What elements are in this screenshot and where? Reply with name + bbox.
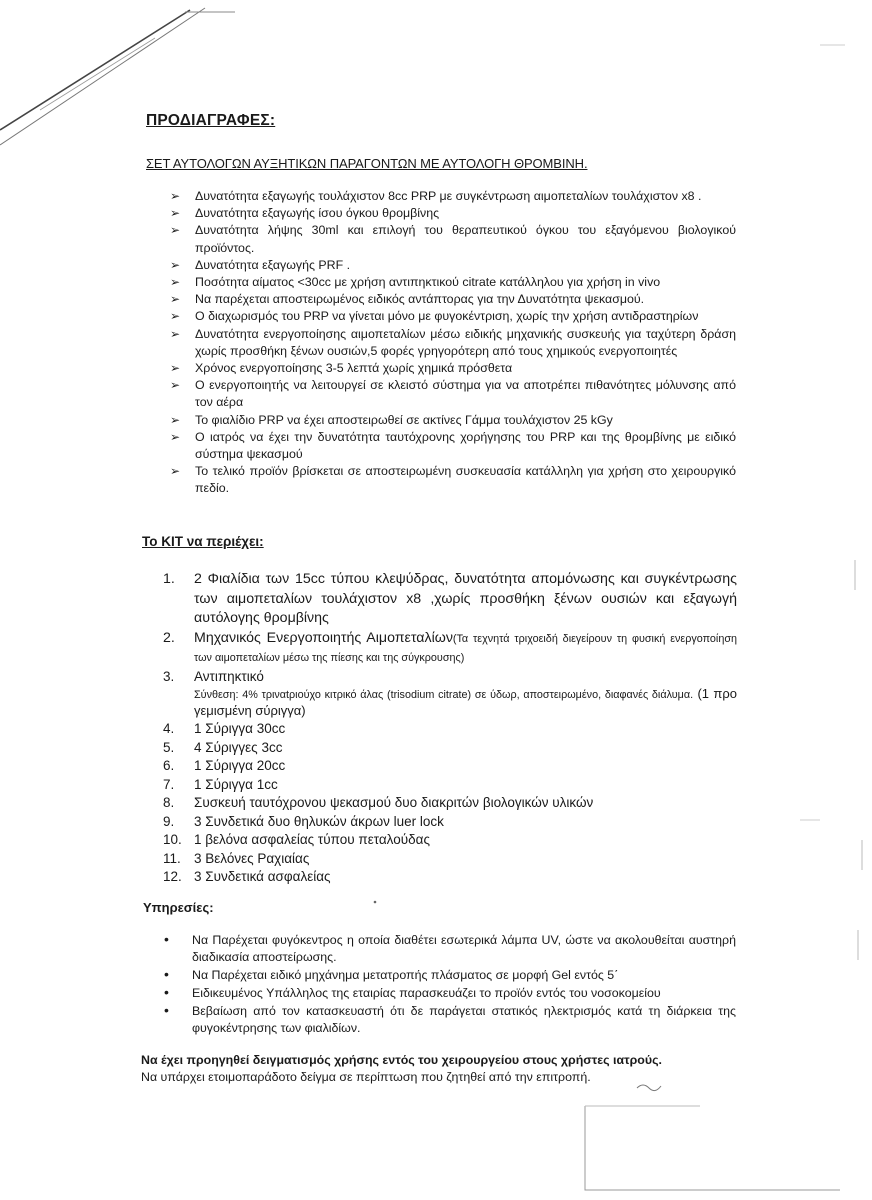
kit-item-number: 12. — [163, 869, 182, 884]
spec-item — [170, 326, 736, 360]
service-item — [162, 985, 736, 1002]
spec-text: Ο ενεργοποιητής να λειτουργεί σε κλειστό σύστημα για να αποτρέπει πιθανότητες μόλυνσης από τον αέρα — [195, 378, 736, 410]
spec-item — [170, 205, 736, 222]
arrow-bullet-icon: ➢ — [170, 412, 181, 427]
arrow-bullet-icon: ➢ — [170, 257, 181, 272]
spec-text: Ποσότητα αίματος <30cc με χρήση αντιπηκτικού citrate κατάλληλου για χρήση in vivo — [195, 275, 661, 290]
arrow-bullet-icon: ➢ — [170, 429, 181, 444]
spec-text: Δυνατότητα ενεργοποίησης αιμοπεταλίων μέσω ειδικής μηχανικής συσκευής για ταχύτερη δράση χωρίς προσθήκη ξένων ουσιών,5 φορές γρηγορότερη από τους χημικούς ενεργοποιητές — [195, 326, 736, 358]
kit-item-composition — [194, 686, 737, 720]
kit-item-number: 10. — [163, 832, 182, 847]
kit-item-text: 3 Συνδετικά δυο θηλυκών άκρων luer lock — [194, 813, 444, 829]
kit-item — [163, 720, 737, 739]
arrow-bullet-icon: ➢ — [170, 464, 181, 479]
spec-text: Να παρέχεται αποστειρωμένος ειδικός αντάπτορας για την Δυνατότητα ψεκασμού. — [195, 292, 645, 307]
arrow-bullet-icon: ➢ — [170, 292, 181, 307]
round-bullet-icon: • — [164, 1002, 169, 1018]
service-item — [162, 967, 736, 984]
spec-text: Δυνατότητα εξαγωγής τουλάχιστον 8cc PRP με συγκέντρωση αιμοπεταλίων τουλάχιστον x8 . — [195, 189, 702, 203]
round-bullet-icon: • — [164, 966, 169, 982]
spec-text: Ο ιατρός να έχει την δυνατότητα ταυτόχρονης χορήγησης του PRP και της θρομβίνης με ειδικό σύστημα ψεκασμού — [195, 429, 736, 462]
spec-item — [170, 463, 736, 497]
kit-item — [163, 813, 737, 832]
spec-item — [170, 429, 736, 463]
kit-item — [163, 629, 737, 668]
kit-item-number: 11. — [163, 850, 181, 866]
kit-item — [163, 757, 737, 776]
spec-text: Το τελικό προϊόν βρίσκεται σε αποστειρωμένη συσκευασία κατάλληλη για χρήση στο χειρουργικό πεδίο. — [195, 464, 736, 496]
kit-item-number: 2. — [163, 629, 175, 646]
kit-item-text: 1 Σύριγγα 1cc — [194, 776, 278, 792]
product-subtitle: ΣΕΤ ΑΥΤΟΛΟΓΩΝ ΑΥΞΗΤΙΚΩΝ ΠΑΡΑΓΟΝΤΩΝ ΜΕ ΑΥΤΟΛΟΓΗ ΘΡΟΜΒΙΝΗ. — [146, 156, 588, 171]
kit-item — [163, 831, 737, 850]
kit-item-text: 3 Συνδετικά ασφαλείας — [194, 869, 331, 884]
kit-item-number: 7. — [163, 776, 175, 792]
round-bullet-icon: • — [164, 931, 169, 947]
spec-text: Δυνατότητα λήψης 30ml και επιλογή του θεραπευτικού όγκου του εξαγόμενου βιολογικού προϊόντος. — [195, 223, 736, 255]
kit-item-text: 1 Σύριγγα 20cc — [194, 758, 286, 773]
arrow-bullet-icon: ➢ — [170, 309, 181, 324]
round-bullet-icon: • — [164, 984, 169, 1000]
kit-item — [163, 570, 737, 629]
spec-text: Χρόνος ενεργοποίησης 3-5 λεπτά χωρίς χημικά πρόσθετα — [195, 361, 513, 376]
spec-text: Ο διαχωρισμός του PRP να γίνεται μόνο με φυγοκέντριση, χωρίς την χρήση αντιδραστηρίων — [195, 309, 699, 324]
sample-requirement: Να υπάρχει ετοιμοπαράδοτο δείγμα σε περίπτωση που ζητηθεί από την επιτροπή. — [141, 1070, 591, 1084]
spec-item — [170, 308, 736, 325]
composition-text: Σύνθεση: 4% τριναtριούχο κιτρικό άλας (trisodium citrate) σε ύδωρ, αποστειρωμένο, διαφανές διάλυμα. — [194, 689, 694, 701]
kit-item — [163, 868, 737, 887]
kit-item — [163, 668, 737, 721]
service-text: Ειδικευμένος Υπάλληλος της εταιρίας παρασκευάζει το προϊόν εντός του νοσοκομείου — [192, 986, 661, 1000]
kit-item-number: 8. — [163, 795, 175, 810]
arrow-bullet-icon: ➢ — [170, 206, 181, 221]
spec-item — [170, 360, 736, 377]
kit-item-number: 9. — [163, 813, 175, 829]
kit-item — [163, 739, 737, 758]
kit-item-number: 1. — [163, 571, 175, 587]
spec-text: Δυνατότητα εξαγωγής PRF . — [195, 257, 351, 272]
services-title: Υπηρεσίες: — [143, 900, 214, 915]
kit-item — [163, 794, 737, 813]
service-text: Βεβαίωση από τον κατασκευαστή ότι δε παράγεται στατικός ηλεκτρισμός κατά τη διάρκεια της φυγοκέντρησης των φιαλιδίων. — [192, 1004, 736, 1035]
spec-item — [170, 377, 736, 411]
kit-item-number: 5. — [163, 739, 175, 755]
kit-item-number: 3. — [163, 668, 175, 684]
services-list — [162, 932, 736, 1038]
composition-tail: (1 προ γεμισμένη σύριγγα) — [194, 686, 737, 718]
arrow-bullet-icon: ➢ — [170, 378, 181, 393]
service-item — [162, 1003, 736, 1037]
kit-item-text: 1 Σύριγγα 30cc — [194, 721, 286, 736]
spec-item — [170, 222, 736, 256]
kit-item-text: 3 Βελόνες Ραχιαίας — [194, 850, 310, 866]
arrow-bullet-icon: ➢ — [170, 275, 181, 290]
specifications-list — [170, 188, 736, 498]
kit-item-text: 2 Φιαλίδια των 15cc τύπου κλεψύδρας, δυνατότητα απομόνωσης και συγκέντρωσης των αιμοπεταλίων τουλάχιστον x8 ,χωρίς προσθήκη ξένων ουσιών και εξαγωγή αυτόλογης θρομβίνης — [194, 571, 737, 626]
speck — [374, 901, 377, 904]
service-item — [162, 932, 736, 966]
kit-item — [163, 850, 737, 869]
service-text: Να Παρέχεται ειδικό μηχάνημα μετατροπής πλάσματος σε μορφή Gel εντός 5΄ — [192, 968, 619, 982]
kit-item-number: 4. — [163, 721, 175, 736]
kit-contents-list — [163, 570, 737, 887]
arrow-bullet-icon: ➢ — [170, 326, 181, 341]
arrow-bullet-icon: ➢ — [170, 189, 181, 203]
arrow-bullet-icon: ➢ — [170, 223, 181, 238]
arrow-bullet-icon: ➢ — [170, 361, 181, 376]
spec-text: Το φιαλίδιο PRP να έχει αποστειρωθεί σε ακτίνες Γάμμα τουλάχιστον 25 kGy — [195, 412, 613, 427]
kit-item-text: 1 βελόνα ασφαλείας τύπου πεταλούδας — [194, 832, 430, 847]
spec-text: Δυνατότητα εξαγωγής ίσου όγκου θρομβίνης — [195, 206, 440, 221]
folded-corner-edge-3 — [40, 38, 155, 110]
closing-notes — [141, 1052, 761, 1086]
spec-item — [170, 412, 736, 429]
spec-item — [170, 188, 736, 205]
spec-item — [170, 274, 736, 291]
stamp-box — [585, 1106, 840, 1190]
kit-item-text: Μηχανικός Ενεργοποιητής Αιμοπεταλίων — [194, 629, 453, 646]
kit-item-text: Αντιπηκτικό — [194, 668, 264, 684]
service-text: Να Παρέχεται φυγόκεντρος η οποία διαθέτει εσωτερικά λάμπα UV, ώστε να ακολουθείται αυστηρή διαδικασία αποστείρωσης. — [192, 933, 736, 964]
kit-contents-title: Το KIT να περιέχει: — [142, 534, 264, 549]
spec-item — [170, 291, 736, 308]
kit-item-note: (Τα τεχνητά τριχοειδή διεγείρουν τη φυσική ενεργοποίηση των αιμοπεταλίων μέσω της πίεσης και της σύγκρουσης) — [194, 632, 737, 664]
spec-item — [170, 257, 736, 274]
page-title: ΠΡΟΔΙΑΓΡΑΦΕΣ: — [146, 112, 276, 129]
demo-requirement: Να έχει προηγηθεί δειγματισμός χρήσης εντός του χειρουργείου στους χρήστες ιατρούς. — [141, 1053, 662, 1067]
kit-item-text: Συσκευή ταυτόχρονου ψεκασμού δυο διακριτών βιολογικών υλικών — [194, 795, 594, 810]
kit-item-number: 6. — [163, 758, 175, 773]
kit-item — [163, 776, 737, 795]
kit-item-text: 4 Σύριγγες 3cc — [194, 739, 283, 755]
